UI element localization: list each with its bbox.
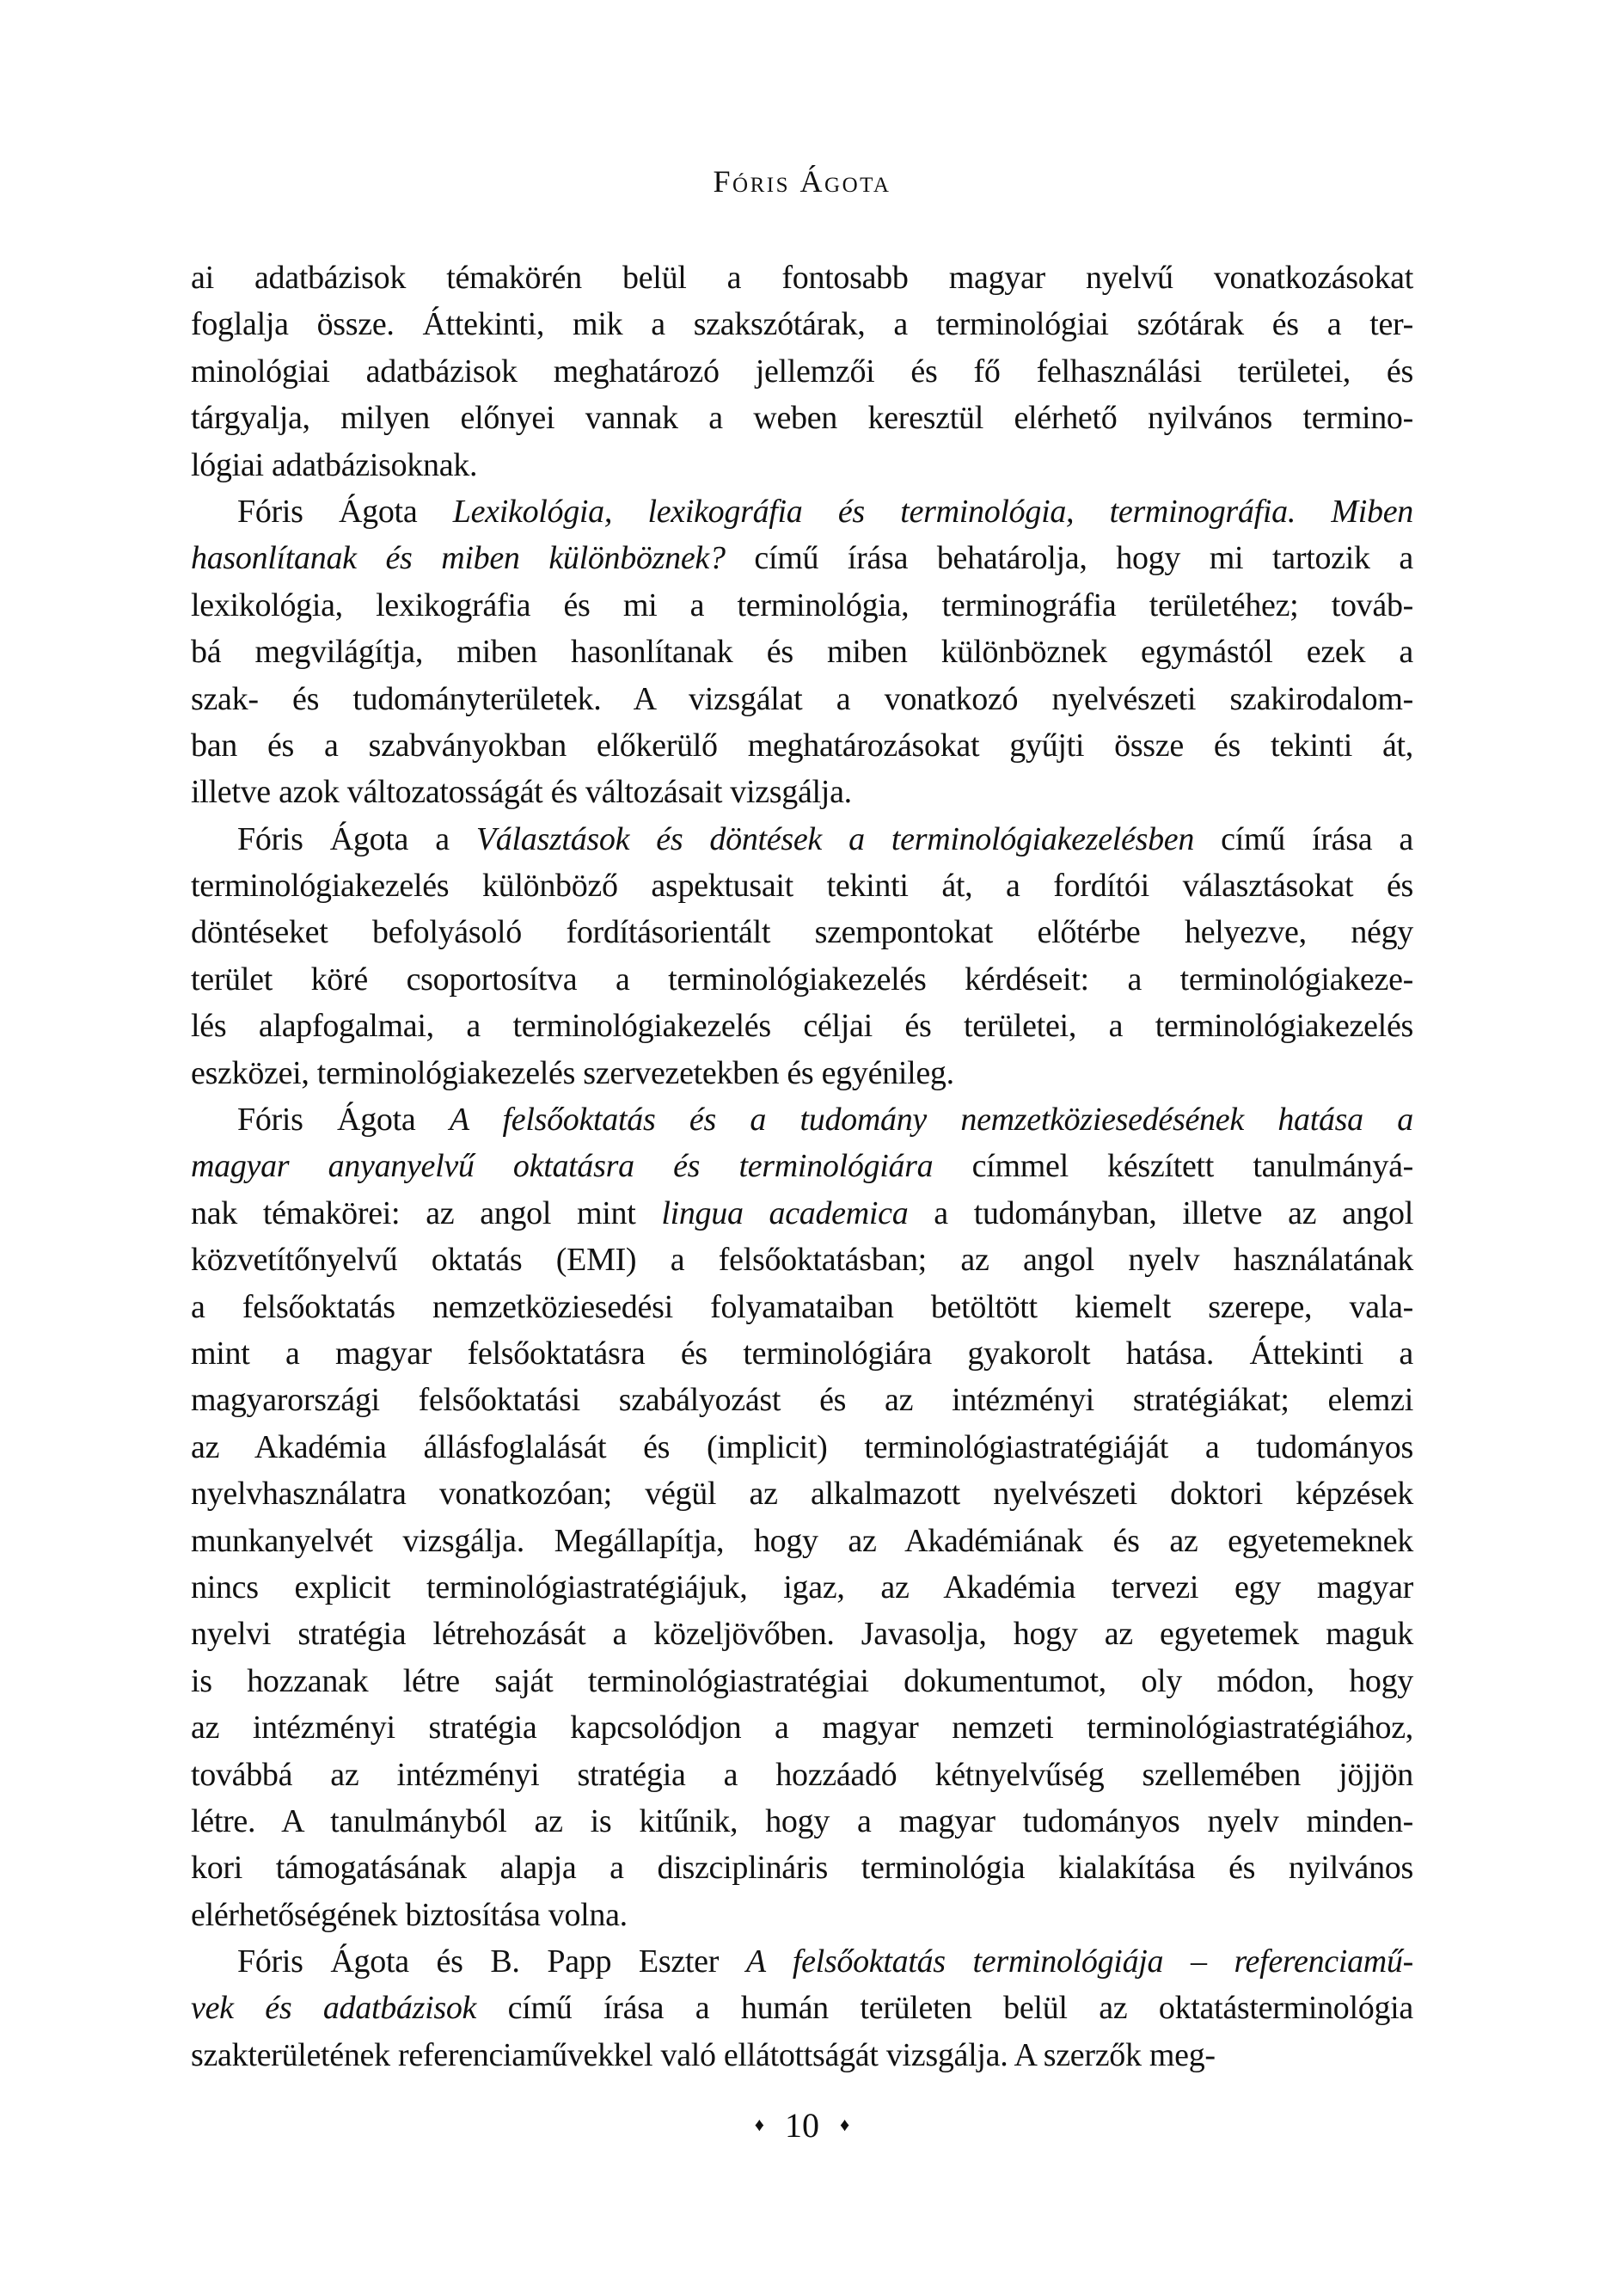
text-run: tárgyalja, milyen előnyei vannak a weben keresztül elérhető nyilvános termino- [191, 400, 1413, 437]
text-run: Fóris Ágota [237, 1102, 450, 1139]
text-line [191, 348, 1413, 395]
text-line [191, 1330, 1413, 1377]
paragraph [191, 816, 1413, 1096]
paragraph [191, 488, 1413, 816]
text-run: eszközei, terminológiakezelés szervezetekben és egyénileg. [191, 1054, 954, 1091]
text-line [191, 1190, 1413, 1237]
text-line [191, 301, 1413, 347]
text-line [191, 1284, 1413, 1330]
text-line [191, 1564, 1413, 1611]
text-run: közvetítőnyelvű oktatás (EMI) a felsőoktatásban; az angol nyelv használatának [191, 1242, 1413, 1279]
text-run: Fóris Ágota a [237, 820, 476, 857]
text-line [191, 1003, 1413, 1049]
text-run: nyelvhasználatra vonatkozóan; végül az alkalmazott nyelvészeti doktori képzések [191, 1476, 1413, 1513]
text-run: lés alapfogalmai, a terminológiakezelés céljai és területei, a terminológiakezelés [191, 1008, 1413, 1045]
text-run: nyelvi stratégia létrehozását a közeljövőben. Javasolja, hogy az egyetemek maguk [191, 1616, 1413, 1653]
text-line [191, 582, 1413, 629]
running-header-author: Fóris Ágota [713, 164, 891, 199]
text-run: lógiai adatbázisoknak. [191, 446, 478, 483]
text-line [191, 1985, 1413, 2031]
text-run: magyarországi felsőoktatási szabályozást és az intézményi stratégiákat; elemzi [191, 1382, 1413, 1419]
text-line [191, 1798, 1413, 1845]
text-run: a felsőoktatás nemzetköziesedési folyamataiban betöltött kiemelt szerepe, vala- [191, 1288, 1413, 1325]
page-footer [191, 2105, 1413, 2146]
text-run: foglalja össze. Áttekinti, mik a szakszótárak, a terminológiai szótárak és a ter- [191, 306, 1413, 343]
text-run: illetve azok változatosságát és változásait vizsgálja. [191, 774, 852, 811]
text-run: terminológiakezelés különböző aspektusait tekinti át, a fordítói választásokat és [191, 868, 1413, 905]
text-line [191, 676, 1413, 722]
paragraph [191, 1096, 1413, 1938]
text-run: mint a magyar felsőoktatásra és terminológiára gyakorolt hatása. Áttekinti a [191, 1335, 1413, 1372]
text-run: elérhetőségének biztosítása volna. [191, 1896, 628, 1933]
italic-text-run: magyar anyanyelvű oktatásra és terminológiára [191, 1148, 934, 1185]
text-run: címmel készített tanulmányá- [933, 1148, 1413, 1185]
text-run: című írása behatárolja, hogy mi tartozik a [725, 540, 1413, 577]
text-run: nak témakörei: az angol mint [191, 1194, 662, 1231]
text-line [191, 1658, 1413, 1704]
text-line [191, 488, 1413, 535]
text-line [191, 442, 1413, 488]
text-run: az Akadémia állásfoglalását és (implicit) terminológiastratégiáját a tudományos [191, 1428, 1413, 1465]
text-line [191, 255, 1413, 301]
text-line [191, 1611, 1413, 1657]
text-line [191, 1938, 1413, 1985]
text-line [191, 2032, 1413, 2078]
text-line [191, 769, 1413, 815]
text-run: is hozzanak létre saját terminológiastratégiai dokumentumot, oly módon, hogy [191, 1662, 1413, 1699]
text-line [191, 1704, 1413, 1751]
text-line [191, 1237, 1413, 1283]
text-run: című írása a [1194, 820, 1413, 857]
italic-text-run: vek és adatbázisok [191, 1990, 477, 2027]
italic-text-run: lingua academica [661, 1194, 909, 1231]
text-line [191, 1845, 1413, 1891]
italic-text-run: Lexikológia, lexikográfia és terminológia, terminográfia. Miben [452, 493, 1413, 530]
italic-text-run: hasonlítanak és miben különböznek? [191, 540, 726, 577]
text-run: a tudományban, illetve az angol [908, 1194, 1414, 1231]
text-run: az intézményi stratégia kapcsolódjon a magyar nemzeti terminológiastratégiához, [191, 1710, 1413, 1747]
page-number: 10 [785, 2106, 819, 2145]
text-line [191, 863, 1413, 909]
text-line [191, 1050, 1413, 1096]
text-block [191, 255, 1413, 2078]
italic-text-run: A felsőoktatás terminológiája – referenciamű- [745, 1943, 1413, 1980]
text-run: lexikológia, lexikográfia és mi a terminológia, terminográfia területéhez; továb- [191, 586, 1413, 623]
text-line [191, 956, 1413, 1003]
text-run: minológiai adatbázisok meghatározó jellemzői és fő felhasználási területei, és [191, 353, 1413, 390]
text-line [191, 535, 1413, 581]
text-run: nincs explicit terminológiastratégiájuk, igaz, az Akadémia tervezi egy magyar [191, 1569, 1413, 1605]
text-line [191, 722, 1413, 769]
text-run: szak- és tudományterületek. A vizsgálat a vonatkozó nyelvészeti szakirodalom- [191, 680, 1413, 717]
text-run: létre. A tanulmányból az is kitűnik, hogy a magyar tudományos nyelv minden- [191, 1802, 1413, 1839]
text-line [191, 629, 1413, 675]
text-run: kori támogatásának alapja a diszciplináris terminológia kialakítása és nyilvános [191, 1850, 1413, 1887]
text-line [191, 395, 1413, 441]
text-run: ai adatbázisok témakörén belül a fontosabb magyar nyelvű vonatkozásokat [191, 260, 1413, 296]
text-line [191, 1518, 1413, 1564]
text-run: bá megvilágítja, miben hasonlítanak és miben különböznek egymástól ezek a [191, 634, 1413, 671]
text-line [191, 1377, 1413, 1423]
text-run: Fóris Ágota [237, 493, 453, 530]
text-line [191, 1096, 1413, 1143]
text-line [191, 1143, 1413, 1189]
text-run: szakterületének referenciaművekkel való ellátottságát vizsgálja. A szerzők meg- [191, 2036, 1216, 2073]
text-run: című írása a humán területen belül az oktatásterminológia [476, 1990, 1413, 2027]
text-run: terület köré csoportosítva a terminológiakezelés kérdéseit: a terminológiakeze- [191, 961, 1413, 998]
text-line [191, 909, 1413, 955]
text-run: továbbá az intézményi stratégia a hozzáadó kétnyelvűség szellemében jöjjön [191, 1756, 1413, 1793]
text-line [191, 816, 1413, 863]
italic-text-run: A felsőoktatás és a tudomány nemzetköziesedésének hatása a [449, 1102, 1413, 1139]
text-run: Fóris Ágota és B. Papp Eszter [237, 1943, 746, 1980]
footer-ornament-right: ♦ [840, 2114, 850, 2135]
paragraph [191, 255, 1413, 488]
text-line [191, 1470, 1413, 1517]
footer-ornament-left: ♦ [754, 2114, 764, 2135]
text-run: munkanyelvét vizsgálja. Megállapítja, hogy az Akadémiának és az egyetemeknek [191, 1522, 1413, 1559]
paragraph [191, 1938, 1413, 2078]
text-line [191, 1752, 1413, 1798]
text-run: ban és a szabványokban előkerülő meghatározásokat gyűjti össze és tekinti át, [191, 727, 1413, 764]
text-run: döntéseket befolyásoló fordításorientált szempontokat előtérbe helyezve, négy [191, 914, 1413, 951]
italic-text-run: Választások és döntések a terminológiakezelésben [475, 820, 1195, 857]
text-line [191, 1424, 1413, 1470]
text-line [191, 1892, 1413, 1938]
